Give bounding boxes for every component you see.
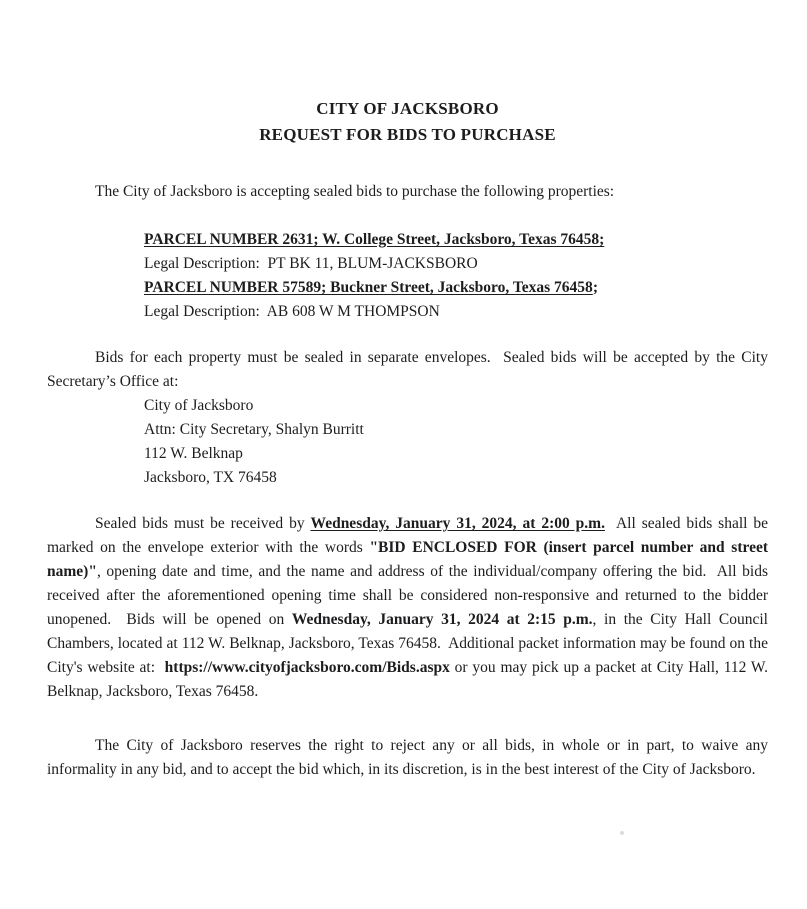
document-title-line1: CITY OF JACKSBORO [316,99,499,118]
deadline-paragraph: Sealed bids must be received by Wednesday, January 31, 2024, at 2:00 p.m. All sealed bids shall be marked on the envelope exterior with the words "BID ENCLOSED FOR (insert parcel number and street name)", opening date and time, and the name and address of the individual/company offering the bid. All bids received after the aforementioned opening time shall be considered non-responsive and returned to the bidder unopened. Bids will be opened on Wednesday, January 31, 2024 at 2:15 p.m., in the City Hall Council Chambers, located at 112 W. Belknap, Jacksboro, Texas 76458. Additional packet information may be found on the City's website at: https://www.cityofjacksboro.com/Bids.aspx or you may pick up a packet at City Hall, 112 W. Belknap, Jacksboro, Texas 76458. [47,515,769,700]
sealed-bids-paragraph: Bids for each property must be sealed in separate envelopes. Sealed bids will be accepted by the City Secretary’s Office at: [47,349,768,390]
intro-paragraph: The City of Jacksboro is accepting sealed bids to purchase the following properties: [95,183,615,200]
address-line-street: 112 W. Belknap [144,445,243,462]
parcel-legal-description: Legal Description: PT BK 11, BLUM-JACKSBORO [144,255,478,272]
parcel-list [144,228,768,324]
scan-speck [620,831,624,835]
parcel-heading: PARCEL NUMBER 2631; W. College Street, Jacksboro, Texas 76458; [144,231,605,248]
parcel-heading: PARCEL NUMBER 57589; Buckner Street, Jacksboro, Texas 76458; [144,279,598,296]
document-title-line2: REQUEST FOR BIDS TO PURCHASE [259,125,556,144]
address-line-city: Jacksboro, TX 76458 [144,469,277,486]
address-block [144,394,768,490]
address-line-org: City of Jacksboro [144,397,254,414]
address-line-attn: Attn: City Secretary, Shalyn Burritt [144,421,364,438]
document-title-block [47,96,768,148]
parcel-legal-description: Legal Description: AB 608 W M THOMPSON [144,303,440,320]
reserve-rights-paragraph: The City of Jacksboro reserves the right to reject any or all bids, in whole or in part, to waive any informality in any bid, and to accept the bid which, in its discretion, is in the best interest of the City of Jacksboro. [47,737,768,778]
